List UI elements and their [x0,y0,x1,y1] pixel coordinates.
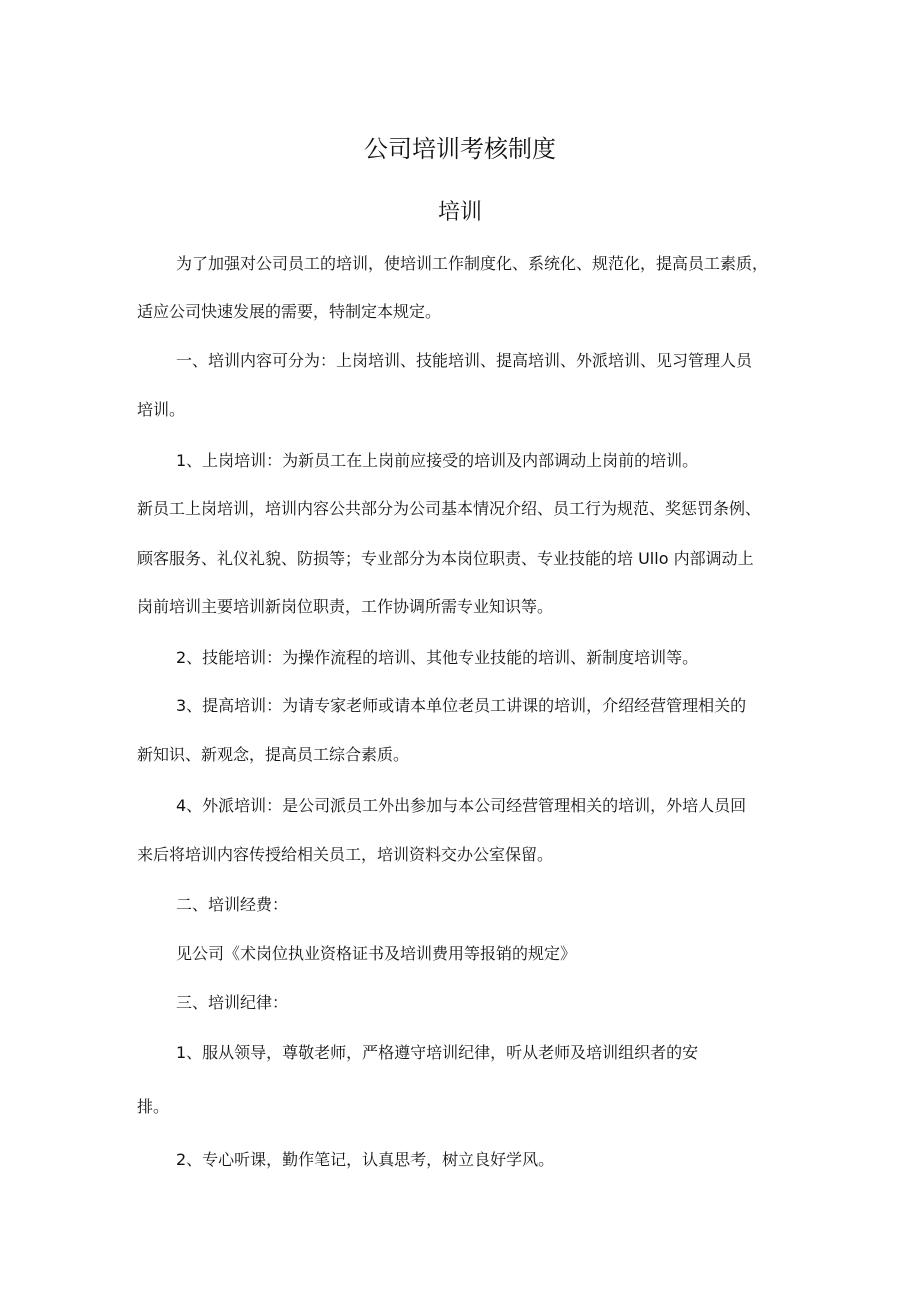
section-one-line-2: 培训。 [137,400,186,419]
item-1-line-3: 顾客服务、礼仪礼貌、防损等；专业部分为本岗位职责、专业技能的培 Ullo 内部调动上 [137,549,754,568]
document-title: 公司培训考核制度 [364,135,556,163]
item-1-line-1: 1、上岗培训：为新员工在上岗前应接受的培训及内部调动上岗前的培训。 [176,451,699,470]
item-1-line-2: 新员工上岗培训，培训内容公共部分为公司基本情况介绍、员工行为规范、奖惩罚条例、 [137,499,762,518]
item-3-line-1: 3、提高培训：为请专家老师或请本单位老员工讲课的培训，介绍经营管理相关的 [176,696,747,715]
section-three-heading: 三、培训纪律： [176,993,289,1012]
item-3-line-2: 新知识、新观念，提高员工综合素质。 [137,745,410,764]
section-heading-training: 培训 [437,200,482,225]
section-one-line-1: 一、培训内容可分为：上岗培训、技能培训、提高培训、外派培训、见习管理人员 [176,351,753,370]
discipline-item-1-line-2: 排。 [137,1097,170,1116]
paragraph-intro-line-1: 为了加强对公司员工的培训，使培训工作制度化、系统化、规范化，提高员工素质， [176,254,769,273]
section-two-content: 见公司《术岗位执业资格证书及培训费用等报销的规定》 [176,944,577,963]
section-two-heading: 二、培训经费： [176,895,289,914]
item-1-line-4: 岗前培训主要培训新岗位职责，工作协调所需专业知识等。 [137,597,554,616]
discipline-item-1-line-1: 1、服从领导，尊敬老师，严格遵守培训纪律，听从老师及培训组织者的安 [176,1043,699,1062]
item-4-line-2: 来后将培训内容传授给相关员工，培训资料交办公室保留。 [137,845,554,864]
item-2-line-1: 2、技能培训：为操作流程的培训、其他专业技能的培训、新制度培训等。 [176,648,699,667]
paragraph-intro-line-2: 适应公司快速发展的需要，特制定本规定。 [137,302,442,321]
item-4-line-1: 4、外派培训：是公司派员工外出参加与本公司经营管理相关的培训，外培人员回 [176,796,747,815]
discipline-item-2-line-1: 2、专心听课，勤作笔记，认真思考，树立良好学风。 [176,1150,555,1169]
